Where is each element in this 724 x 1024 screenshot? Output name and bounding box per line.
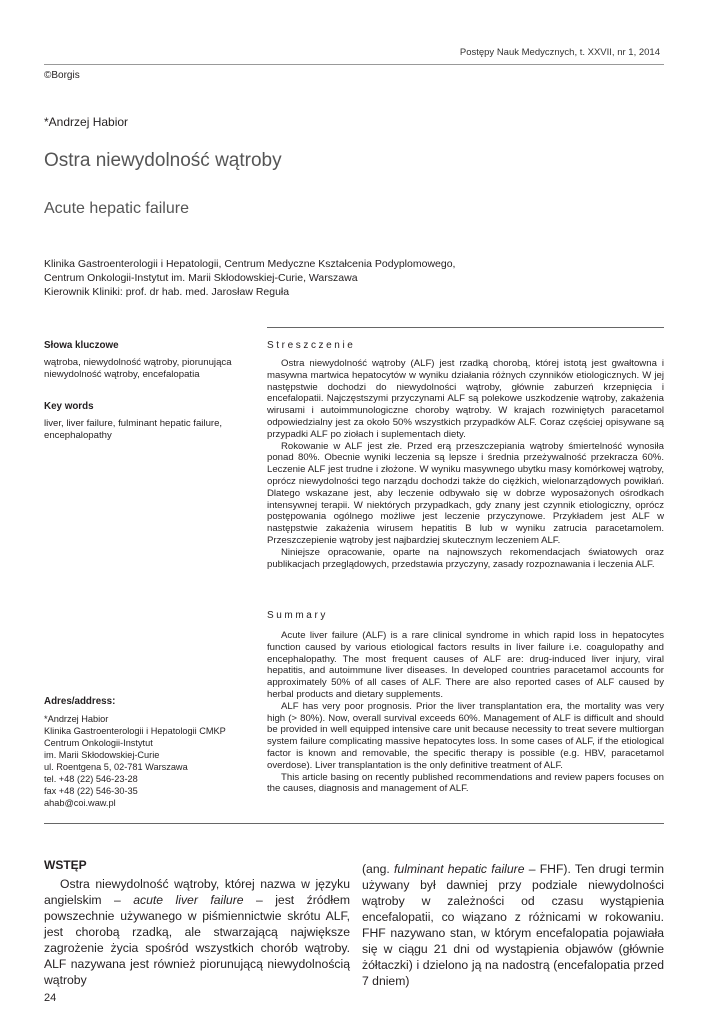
body-text: (ang. [362,862,395,876]
author: *Andrzej Habior [44,115,129,129]
section-heading-wstep: WSTĘP [44,858,87,872]
page-number: 24 [44,992,57,1004]
body-text: Ostra niewydolność wątroby, której nazwa w języku angielskim – [44,877,350,907]
title-english: Acute hepatic failure [44,200,189,217]
streszczenie-body [267,358,664,570]
address-line: Centrum Onkologii-Instytut [44,738,153,748]
affiliation-line: Kierownik Kliniki: prof. dr hab. med. Jarosław Reguła [44,286,290,298]
body-column-right [362,861,664,989]
keywords-english-heading: Key words [44,401,94,412]
address-heading: Adres/address: [44,696,116,707]
keywords-polish-heading: Słowa kluczowe [44,340,119,351]
address-email[interactable]: ahab@coi.waw.pl [44,798,116,808]
summary-paragraph: This article basing on recently published recommendations and review papers focuses on the causes, diagnosis and management of ALF. [267,771,664,795]
body-text: – FHF). Ten drugi termin używany był dawniej przy podziale niewydolności wątroby w zależności od czasu wystąpienia encefalopatii, co wiązano z różnicami w rokowaniu. FHF nazywano stan, w którym encefalopatia pojawiała się w ciągu 21 dni od wystąpienia objawów (głównie żółtaczki) i dzielono ją na nadostrą (encefalopatia przed 7 dniem) [362,862,664,988]
address-line: tel. +48 (22) 546-23-28 [44,774,138,784]
summary-paragraph: ALF has very poor prognosis. Prior the liver transplantation era, the mortality was very high (> 80%). Now, overall survival exceeds 60%. Management of ALF is difficult and should be provided in well equipped intensive care unit because necessity to treat severe multiorgan system failure complicating massive hepatocytes loss. In some cases of ALF, if the etiological factor is known and removable, the specific therapy is possible (e.g. HBV, paracetamol overdose). Liver transplantation is the only definitive treatment of ALF. [267,700,664,771]
body-column-left [44,876,350,988]
keywords-english-text: liver, liver failure, fulminant hepatic failure, encephalopathy [44,417,223,441]
affiliation-line: Centrum Onkologii-Instytut im. Marii Skłodowskiej-Curie, Warszawa [44,272,358,284]
summary-body [267,630,664,795]
title-polish: Ostra niewydolność wątroby [44,150,282,171]
copyright: ©Borgis [44,70,80,81]
streszczenie-paragraph: Rokowanie w ALF jest złe. Przed erą przeszczepiania wątroby śmiertelność wynosiła ponad 80%. Obecnie wyniki leczenia są lepsze i średnia przeżywalność przekracza 60%. Leczenie ALF jest trudne i złożone. W wyniku masywnego ubytku masy komórkowej wątroby, oprócz niewydolności tego narządu dochodzi także do ciężkich, wielonarządowych powikłań. Dlatego wskazane jest, aby leczenie odbywało się w dobrze wyposażonych ośrodkach intensywnej terapii. W niektórych przypadkach, gdy znany jest czynnik etiologiczny, oprócz postępowania ogólnego możliwe jest leczenie przyczynowe. Przykładem jest ALF w następstwie zakażenia wirusem hepatitis B lub w wyniku zatrucia paracetamolem. Przeszczepienie wątroby jest najbardziej skutecznym leczeniem ALF. [267,440,664,546]
body-paragraph [44,876,350,988]
streszczenie-paragraph: Ostra niewydolność wątroby (ALF) jest rzadką chorobą, której istotą jest gwałtowna i masywna martwica hepatocytów w wyniku działania różnych czynników etiologicznych. W jej następstwie dochodzi do niewydolności wątroby, głównie zaburzeń krzepnięcia i encefalopatii. Najczęstszymi przyczynami ALF są polekowe uszkodzenie wątroby, zakażenia wirusami i autoimmunologiczne choroby wątroby. W krajach rozwiniętych paracetamol odpowiedzialny jest za około 50% wszystkich przypadków ALF. Coraz częściej opisywane są przypadki ALF po ziołach i suplementach diety. [267,358,664,440]
summary-heading: Summary [267,610,328,621]
streszczenie-heading: Streszczenie [267,340,356,351]
affiliation-line: Klinika Gastroenterologii i Hepatologii, Centrum Medyczne Kształcenia Podyplomowego, [44,258,456,270]
header-rule [44,64,664,65]
body-term: fulminant hepatic failure [394,862,525,876]
body-paragraph [362,861,664,989]
address-line: fax +48 (22) 546-30-35 [44,786,138,796]
keywords-polish [44,340,249,382]
keywords-polish-text: wątroba, niewydolność wątroby, piorunująca niewydolność wątroby, encefalopatia [44,356,232,380]
body-rule [44,823,664,824]
abstract-rule [267,327,664,328]
keywords-english [44,401,249,443]
journal-citation: Postępy Nauk Medycznych, t. XXVII, nr 1, 2014 [459,47,660,58]
streszczenie-paragraph: Niniejsze opracowanie, oparte na najnowszych rekomendacjach światowych oraz publikacjach przeglądowych, przedstawia przyczyny, zasady rozpoznawania i leczenia ALF. [267,546,664,570]
summary-paragraph: Acute liver failure (ALF) is a rare clinical syndrome in which rapid loss in hepatocytes function caused by various etiological factors results in liver failure i.e. coagulopathy and encephalopathy. The most frequent causes of ALF are: drug-induced liver injury, viral hepatitis, and autoimmune liver diseases. In developed countries paracetamol accounts for approximately 50% of all cases of ALF. There are also reported cases of ALF caused by herbal products and dietary supplements. [267,630,664,700]
body-text: – jest źródłem powszechnie używanego w piśmiennictwie skrótu ALF, jest chorobą rzadką, ale stwarzającą największe zagrożenie życia spośród wszystkich chorób wątroby. ALF nazywana jest również piorunującą niewydolnością wątroby [44,893,350,987]
address-line: ul. Roentgena 5, 02-781 Warszawa [44,762,188,772]
address-line: *Andrzej Habior [44,714,109,724]
address-line: im. Marii Skłodowskiej-Curie [44,750,160,760]
correspondence-address [44,696,254,809]
body-term: acute liver failure [133,893,244,907]
affiliation [44,257,664,299]
address-line: Klinika Gastroenterologii i Hepatologii CMKP [44,726,226,736]
